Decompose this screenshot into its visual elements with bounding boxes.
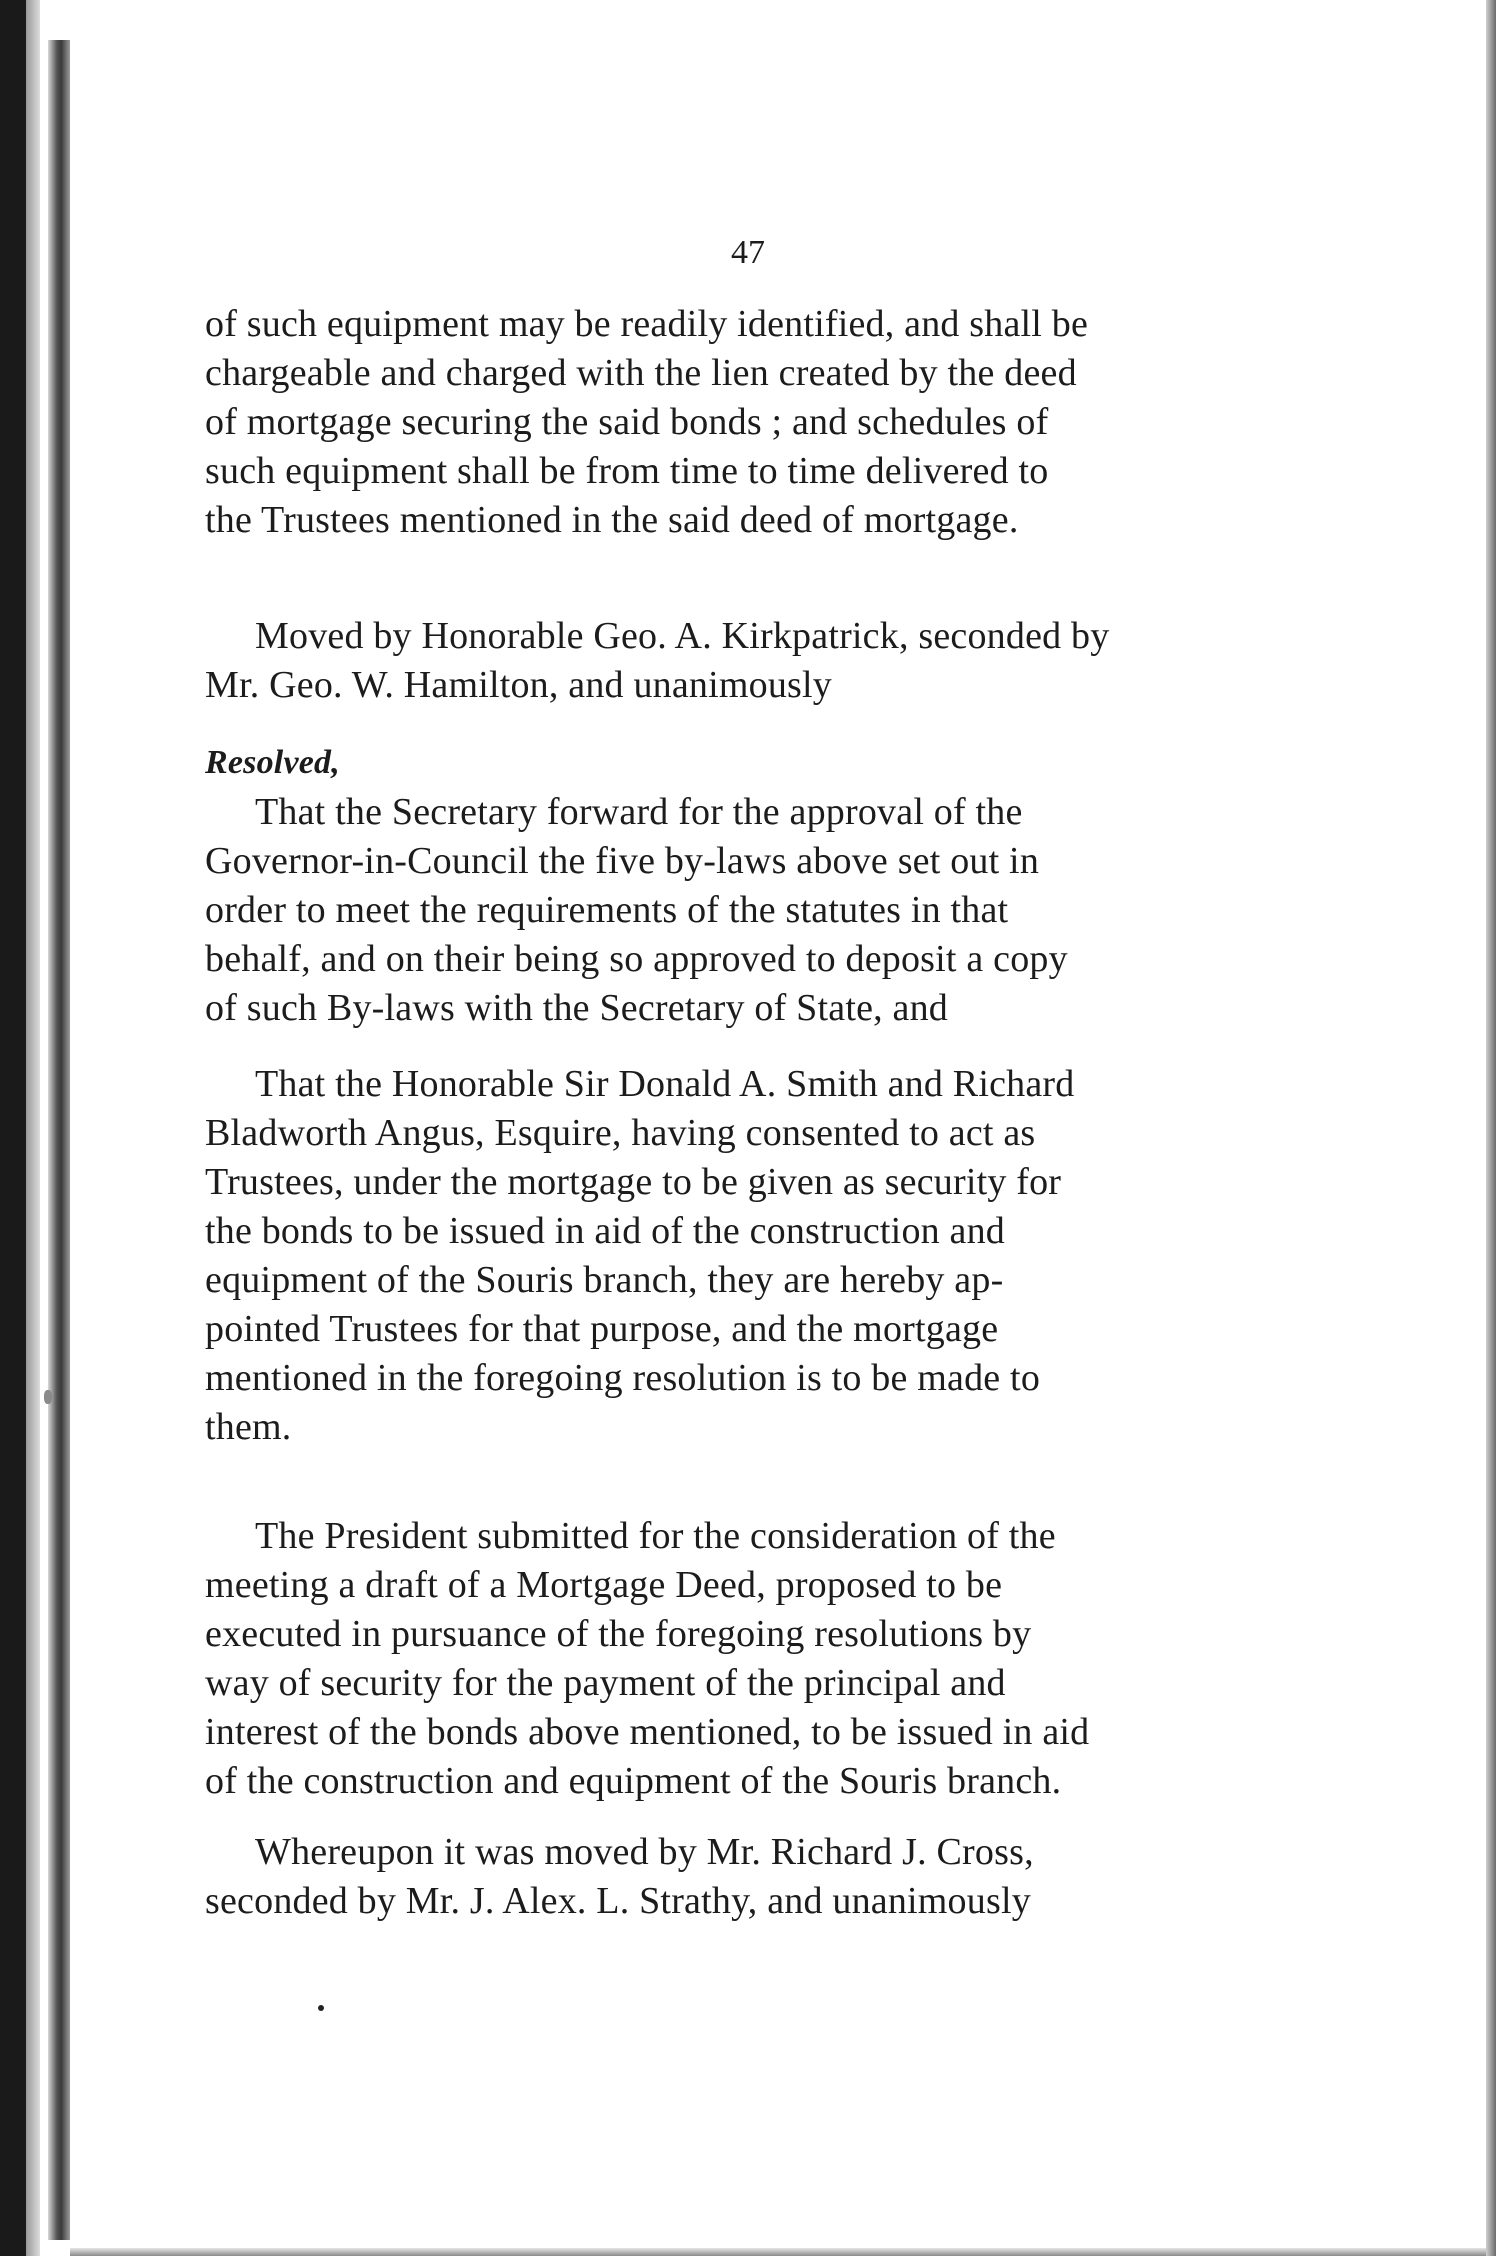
text-line: behalf, and on their being so approved to deposit a copy [205, 938, 1068, 980]
text-line: the bonds to be issued in aid of the construction and [205, 1210, 1006, 1252]
ink-dot [318, 2005, 324, 2011]
text-line: Bladworth Angus, Esquire, having consented to act as [205, 1112, 1036, 1154]
text-line: pointed Trustees for that purpose, and the mortgage [205, 1308, 999, 1350]
page-number: 47 [731, 234, 765, 271]
text-line: That the Secretary forward for the approval of the [255, 791, 1023, 833]
scan-speck [44, 1390, 52, 1404]
text-line: Whereupon it was moved by Mr. Richard J. Cross, [255, 1831, 1034, 1873]
binding-shadow [0, 0, 26, 2256]
paragraph-resolution-secretary [205, 788, 1213, 1033]
paragraph-motion-kirkpatrick [205, 612, 1213, 710]
text-line: executed in pursuance of the foregoing resolutions by [205, 1613, 1032, 1655]
text-line: Governor-in-Council the five by-laws above set out in [205, 840, 1040, 882]
paragraph-equipment [205, 300, 1213, 545]
text-line: mentioned in the foregoing resolution is to be made to [205, 1357, 1041, 1399]
text-line: That the Honorable Sir Donald A. Smith and Richard [255, 1063, 1075, 1105]
text-line: such equipment shall be from time to time delivered to [205, 450, 1049, 492]
text-line: Moved by Honorable Geo. A. Kirkpatrick, seconded by [255, 615, 1110, 657]
text-line: Mr. Geo. W. Hamilton, and unanimously [205, 664, 832, 706]
text-line: of the construction and equipment of the Souris branch. [205, 1760, 1062, 1802]
binding-gradient [26, 0, 40, 2256]
page-gutter-edge [48, 40, 70, 2240]
text-line: interest of the bonds above mentioned, to be issued in aid [205, 1711, 1090, 1753]
text-line: way of security for the payment of the principal and [205, 1662, 1006, 1704]
page-bottom-edge [70, 2248, 1486, 2256]
text-line: of such By-laws with the Secretary of State, and [205, 987, 949, 1029]
resolved-heading [205, 738, 1213, 787]
text-line: Trustees, under the mortgage to be given as security for [205, 1161, 1062, 1203]
text-line: The President submitted for the consideration of the [255, 1515, 1056, 1557]
page-right-edge [1486, 0, 1496, 2256]
text-line: of mortgage securing the said bonds ; and schedules of [205, 401, 1049, 443]
paragraph-president-submission [205, 1512, 1213, 1806]
text-line: equipment of the Souris branch, they are hereby ap- [205, 1259, 1004, 1301]
text-line: meeting a draft of a Mortgage Deed, proposed to be [205, 1564, 1003, 1606]
text-line: the Trustees mentioned in the said deed of mortgage. [205, 499, 1019, 541]
text-line: chargeable and charged with the lien created by the deed [205, 352, 1077, 394]
paragraph-whereupon [205, 1828, 1213, 1926]
text-line: order to meet the requirements of the statutes in that [205, 889, 1009, 931]
text-line: of such equipment may be readily identified, and shall be [205, 303, 1089, 345]
text-line: seconded by Mr. J. Alex. L. Strathy, and unanimously [205, 1880, 1031, 1922]
text-line: them. [205, 1406, 292, 1448]
resolved-label: Resolved, [205, 744, 340, 781]
paragraph-resolution-trustees [205, 1060, 1213, 1452]
